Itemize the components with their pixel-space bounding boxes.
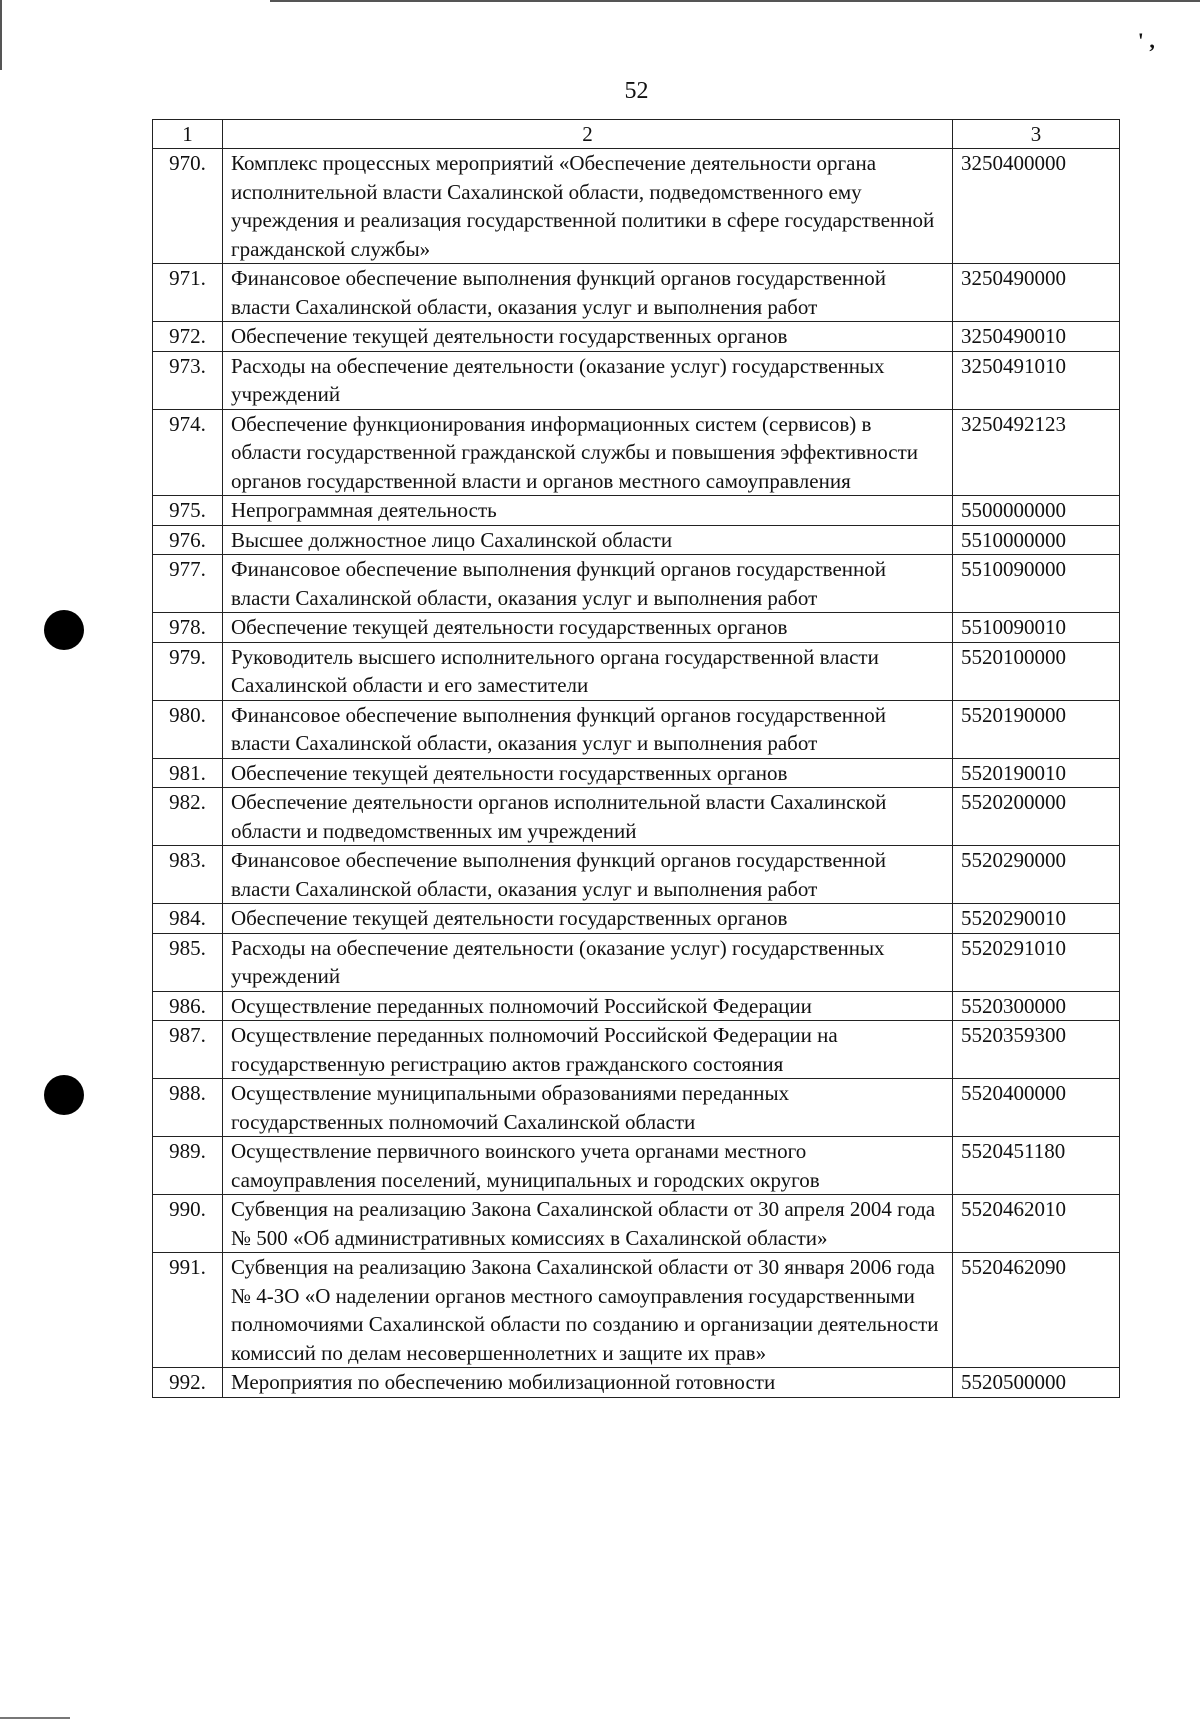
row-code: 5520190010 [953, 758, 1120, 788]
table-row [153, 1079, 1120, 1137]
row-code: 5500000000 [953, 496, 1120, 526]
header-col-3: 3 [953, 120, 1120, 149]
row-number: 975. [153, 496, 223, 526]
row-description: Осуществление муниципальными образованиями переданных государственных полномочий Сахалинской области [223, 1079, 953, 1137]
table-row [153, 555, 1120, 613]
row-description: Финансовое обеспечение выполнения функций органов государственной власти Сахалинской области, оказания услуг и выполнения работ [223, 555, 953, 613]
row-number: 984. [153, 904, 223, 934]
row-number: 983. [153, 846, 223, 904]
row-description: Осуществление переданных полномочий Российской Федерации [223, 991, 953, 1021]
row-description: Осуществление переданных полномочий Российской Федерации на государственную регистрацию актов гражданского состояния [223, 1021, 953, 1079]
row-number: 974. [153, 409, 223, 496]
table-row [153, 525, 1120, 555]
row-number: 976. [153, 525, 223, 555]
row-code: 5520462090 [953, 1253, 1120, 1368]
row-description: Руководитель высшего исполнительного органа государственной власти Сахалинской области и его заместители [223, 642, 953, 700]
table-row [153, 1137, 1120, 1195]
row-number: 978. [153, 613, 223, 643]
table-row [153, 904, 1120, 934]
row-number: 992. [153, 1368, 223, 1398]
table-row [153, 149, 1120, 264]
row-number: 988. [153, 1079, 223, 1137]
row-number: 985. [153, 933, 223, 991]
document-table [152, 119, 1120, 1398]
punch-hole [44, 1075, 84, 1115]
row-code: 5520200000 [953, 788, 1120, 846]
row-description: Комплекс процессных мероприятий «Обеспечение деятельности органа исполнительной власти Сахалинской области, подведомственного ему учреждения и реализация государственной политики в сфере государственной гражданской службы» [223, 149, 953, 264]
row-description: Финансовое обеспечение выполнения функций органов государственной власти Сахалинской области, оказания услуг и выполнения работ [223, 846, 953, 904]
table-row [153, 788, 1120, 846]
row-code: 5510090000 [953, 555, 1120, 613]
row-description: Расходы на обеспечение деятельности (оказание услуг) государственных учреждений [223, 933, 953, 991]
table-row [153, 758, 1120, 788]
row-code: 5520500000 [953, 1368, 1120, 1398]
row-number: 991. [153, 1253, 223, 1368]
table-row [153, 700, 1120, 758]
row-number: 977. [153, 555, 223, 613]
corner-mark: ' ,ﾞ [1137, 28, 1172, 53]
row-description: Субвенция на реализацию Закона Сахалинской области от 30 апреля 2004 года № 500 «Об административных комиссиях в Сахалинской области» [223, 1195, 953, 1253]
scan-edge-top [270, 0, 1200, 2]
table-row [153, 322, 1120, 352]
row-code: 5520291010 [953, 933, 1120, 991]
row-number: 990. [153, 1195, 223, 1253]
table-row [153, 1195, 1120, 1253]
page-number: 52 [624, 78, 649, 104]
row-description: Субвенция на реализацию Закона Сахалинской области от 30 января 2006 года № 4-ЗО «О наделении органов местного самоуправления государственными полномочиями Сахалинской области по созданию и организации деятельности комиссий по делам несовершеннолетних и защите их прав» [223, 1253, 953, 1368]
table-row [153, 409, 1120, 496]
row-description: Обеспечение деятельности органов исполнительной власти Сахалинской области и подведомственных им учреждений [223, 788, 953, 846]
row-code: 5520290000 [953, 846, 1120, 904]
row-code: 5510000000 [953, 525, 1120, 555]
row-description: Непрограммная деятельность [223, 496, 953, 526]
punch-hole [44, 610, 84, 650]
row-number: 986. [153, 991, 223, 1021]
row-number: 971. [153, 264, 223, 322]
row-code: 3250492123 [953, 409, 1120, 496]
table-row [153, 496, 1120, 526]
scan-edge-left [0, 0, 2, 70]
row-description: Мероприятия по обеспечению мобилизационной готовности [223, 1368, 953, 1398]
table-row [153, 1253, 1120, 1368]
row-number: 980. [153, 700, 223, 758]
row-code: 5520100000 [953, 642, 1120, 700]
row-number: 979. [153, 642, 223, 700]
row-code: 3250490010 [953, 322, 1120, 352]
row-number: 982. [153, 788, 223, 846]
row-code: 5520400000 [953, 1079, 1120, 1137]
table-row [153, 1021, 1120, 1079]
table-row [153, 264, 1120, 322]
scan-edge-bottom [0, 1717, 70, 1719]
row-code: 5520300000 [953, 991, 1120, 1021]
row-number: 987. [153, 1021, 223, 1079]
row-description: Финансовое обеспечение выполнения функций органов государственной власти Сахалинской области, оказания услуг и выполнения работ [223, 264, 953, 322]
table-row [153, 1368, 1120, 1398]
row-number: 981. [153, 758, 223, 788]
row-description: Обеспечение текущей деятельности государственных органов [223, 322, 953, 352]
row-code: 5520190000 [953, 700, 1120, 758]
row-description: Осуществление первичного воинского учета органами местного самоуправления поселений, муниципальных и городских округов [223, 1137, 953, 1195]
table-body [153, 149, 1120, 1398]
row-code: 5520462010 [953, 1195, 1120, 1253]
table-row [153, 846, 1120, 904]
header-col-2: 2 [223, 120, 953, 149]
row-code: 5520359300 [953, 1021, 1120, 1079]
row-code: 3250400000 [953, 149, 1120, 264]
table-row [153, 933, 1120, 991]
row-description: Высшее должностное лицо Сахалинской области [223, 525, 953, 555]
row-description: Финансовое обеспечение выполнения функций органов государственной власти Сахалинской области, оказания услуг и выполнения работ [223, 700, 953, 758]
table-row [153, 351, 1120, 409]
row-description: Обеспечение функционирования информационных систем (сервисов) в области государственной гражданской службы и повышения эффективности органов государственной власти и органов местного самоуправления [223, 409, 953, 496]
row-code: 5520290010 [953, 904, 1120, 934]
row-number: 972. [153, 322, 223, 352]
table-row [153, 642, 1120, 700]
row-description: Расходы на обеспечение деятельности (оказание услуг) государственных учреждений [223, 351, 953, 409]
row-code: 5520451180 [953, 1137, 1120, 1195]
row-description: Обеспечение текущей деятельности государственных органов [223, 758, 953, 788]
row-code: 3250490000 [953, 264, 1120, 322]
row-number: 973. [153, 351, 223, 409]
row-number: 989. [153, 1137, 223, 1195]
table-row [153, 613, 1120, 643]
row-code: 5510090010 [953, 613, 1120, 643]
table-header [153, 120, 1120, 149]
row-description: Обеспечение текущей деятельности государственных органов [223, 904, 953, 934]
row-number: 970. [153, 149, 223, 264]
row-description: Обеспечение текущей деятельности государственных органов [223, 613, 953, 643]
row-code: 3250491010 [953, 351, 1120, 409]
header-col-1: 1 [153, 120, 223, 149]
table-row [153, 991, 1120, 1021]
